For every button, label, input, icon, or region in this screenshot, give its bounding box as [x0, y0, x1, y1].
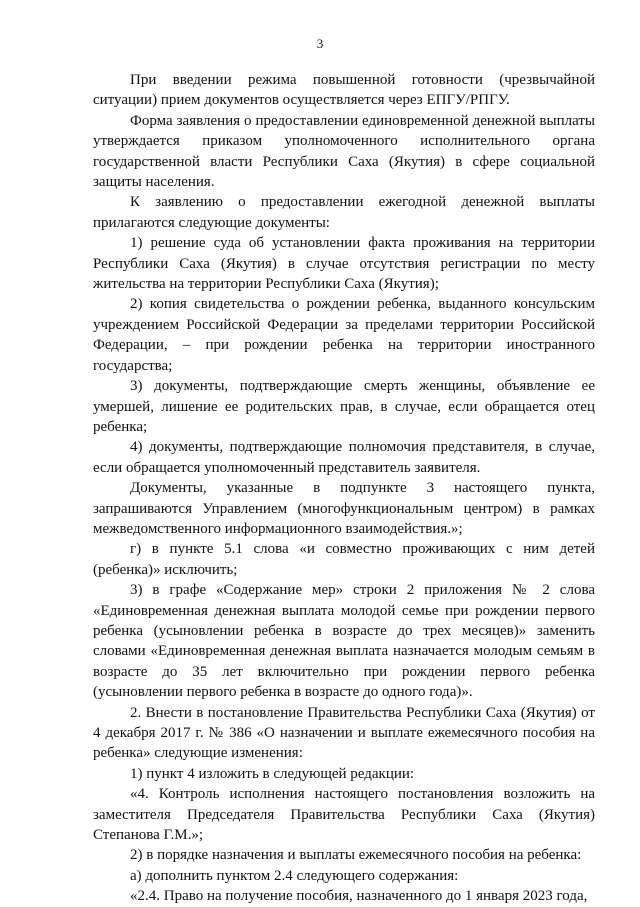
- paragraph-application-form: Форма заявления о предоставлении единовременной денежной выплаты утверждается приказом уполномоченного исполнительного органа государственной власти Республики Саха (Якутия) в сфере социальной защиты населения.: [93, 112, 595, 191]
- paragraph-add-clause: а) дополнить пунктом 2.4 следующего содержания:: [130, 867, 459, 884]
- page-number: 3: [316, 36, 324, 51]
- paragraph-documents-submission: При введении режима повышенной готовности (чрезвычайной ситуации) прием документов осуществляется через ЕПГУ/РПГУ.: [93, 72, 595, 109]
- document-body: [93, 70, 595, 907]
- paragraph-clause-3: 3) в графе «Содержание мер» строки 2 приложения № 2 слова «Единовременная денежная выплата молодой семье при рождении первого ребенка (усыновлении ребенка в возрасте до трех месяцев)» заменить словами «Единовременная денежная выплата назначается молодым семьям в возрасте до 35 лет включительно при рождении первого ребенка (усыновлении первого ребенка в возрасте до одного года)».: [93, 582, 595, 701]
- list-item-1: 1) решение суда об установлении факта проживания на территории Республики Саха (Якутия) в случае отсутствия регистрации по месту жительства на территории Республики Саха (Якутия);: [93, 235, 595, 293]
- paragraph-item-4-edit: 1) пункт 4 изложить в следующей редакции:: [130, 765, 415, 782]
- paragraph-control-clause: «4. Контроль исполнения настоящего постановления возложить на заместителя Председателя Правительства Республики Саха (Якутия) Степанова Г.М.»;: [93, 786, 595, 844]
- paragraph-section-2: 2. Внести в постановление Правительства Республики Саха (Якутия) от 4 декабря 2017 г. № 386 «О назначении и выплате ежемесячного пособия на ребенка» следующие изменения:: [93, 704, 595, 762]
- paragraph-attached-documents-intro: К заявлению о предоставлении ежегодной денежной выплаты прилагаются следующие документы:: [93, 194, 595, 231]
- paragraph-procedure: 2) в порядке назначения и выплаты ежемесячного пособия на ребенка:: [130, 847, 582, 864]
- paragraph-clause-2-4: «2.4. Право на получение пособия, назначенного до 1 января 2023 года,: [130, 888, 588, 905]
- paragraph-interagency-request: Документы, указанные в подпункте 3 настоящего пункта, запрашиваются Управлением (многофункциональным центром) в рамках межведомственного информационного взаимодействия.»;: [93, 480, 595, 537]
- list-item-2: 2) копия свидетельства о рождении ребенка, выданного консульским учреждением Российской Федерации за пределами территории Российской Федерации, – при рождении ребенка на территории иностранного государства;: [93, 296, 595, 374]
- list-item-3: 3) документы, подтверждающие смерть женщины, объявление ее умершей, лишение ее родительских прав, в случае, если обращается отец ребенка;: [93, 378, 595, 435]
- paragraph-clause-g: г) в пункте 5.1 слова «и совместно проживающих с ним детей (ребенка)» исключить;: [93, 541, 595, 578]
- list-item-4: 4) документы, подтверждающие полномочия представителя, в случае, если обращается уполномоченный представитель заявителя.: [93, 439, 595, 476]
